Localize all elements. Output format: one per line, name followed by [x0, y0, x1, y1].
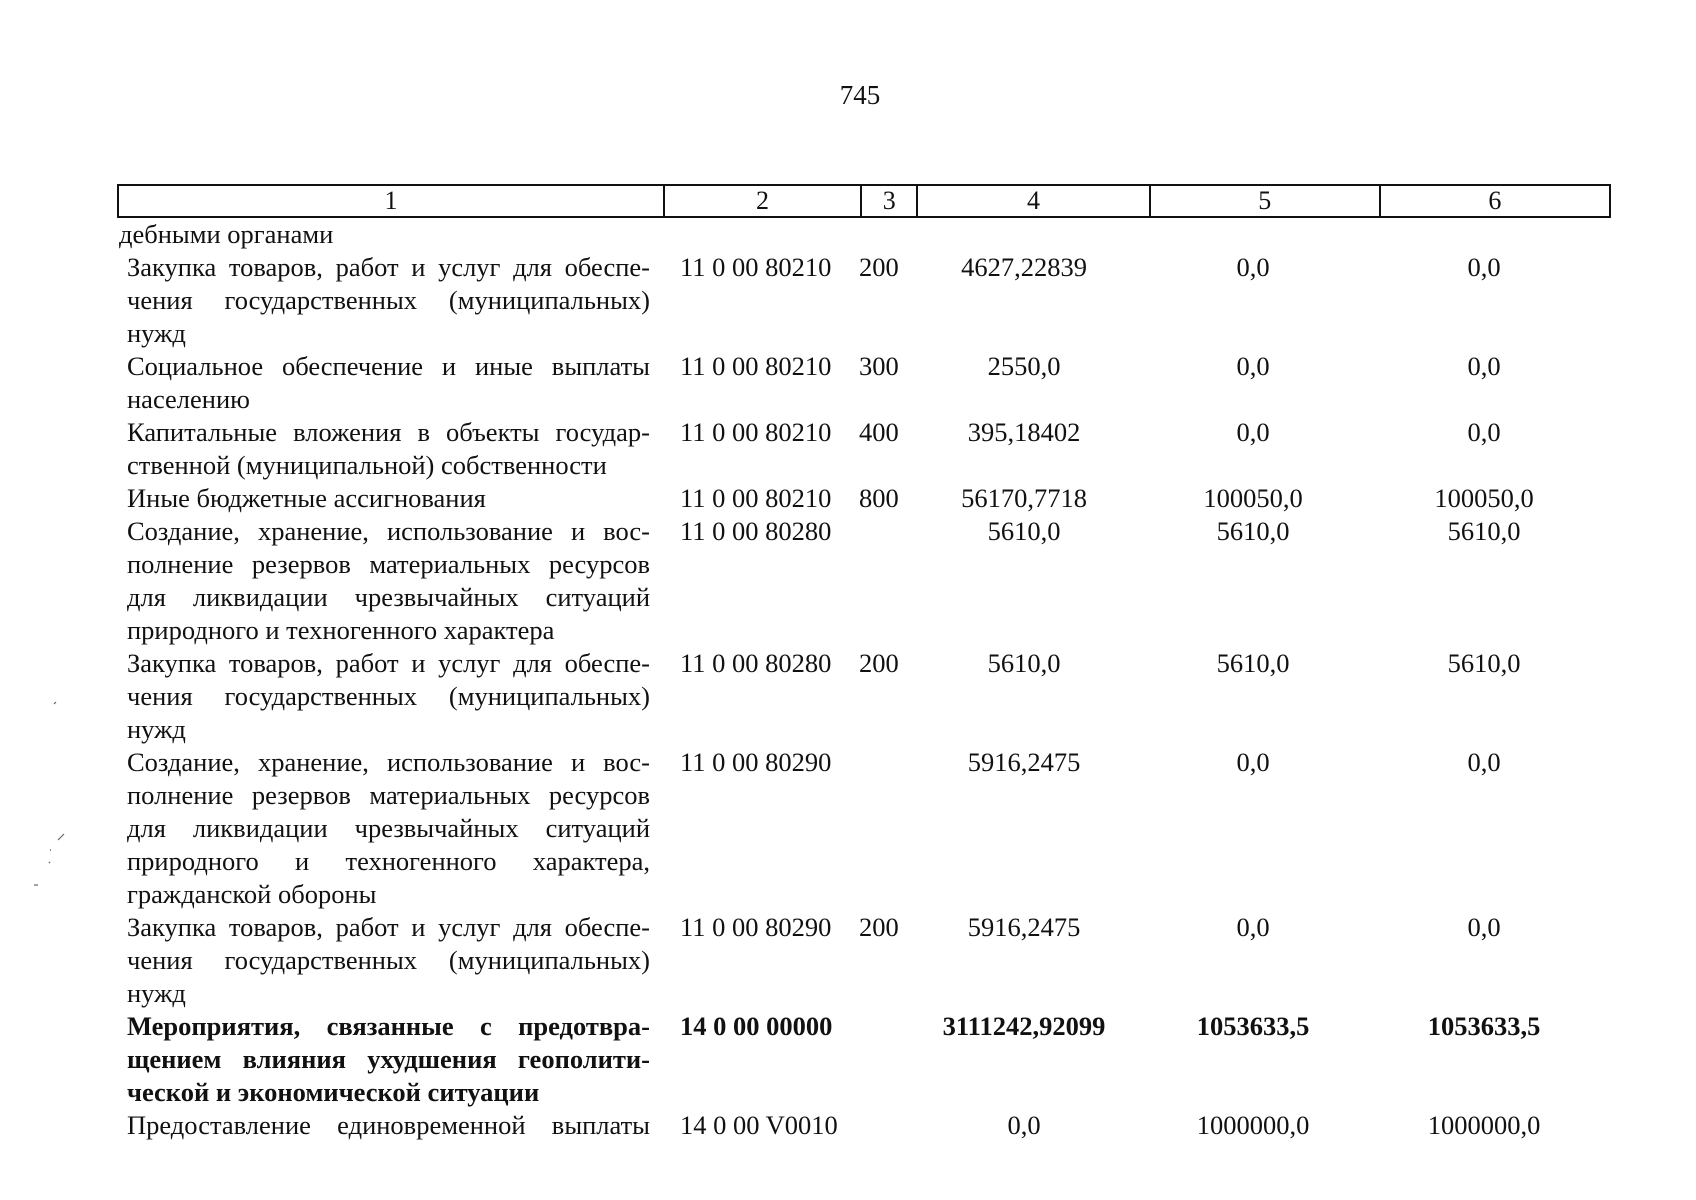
- row-code: 11 0 00 80290: [680, 912, 832, 942]
- row-value-4: 5916,2475: [967, 747, 1081, 777]
- table-row: [117, 911, 1611, 1010]
- header-col-1: 1: [118, 185, 664, 217]
- row-value-6: 0,0: [1467, 351, 1501, 381]
- row-value-6: 0,0: [1467, 912, 1501, 942]
- row-type: 200: [859, 252, 899, 282]
- row-name: Закупка товаров, работ и услуг для обеспечения государственных (муниципальных) нужд: [127, 648, 650, 744]
- row-value-4: 395,18402: [967, 417, 1081, 447]
- row-code: 14 0 00 V0010: [680, 1110, 838, 1140]
- row-value-6: 0,0: [1467, 252, 1501, 282]
- row-value-4: 5916,2475: [967, 912, 1081, 942]
- row-value-6: 1053633,5: [1427, 1011, 1541, 1041]
- row-name: Иные бюджетные ассигнования: [127, 483, 486, 513]
- row-type: 200: [859, 912, 899, 942]
- header-col-3: 3: [861, 185, 918, 217]
- table-row: [117, 482, 1611, 515]
- row-name: Закупка товаров, работ и услуг для обеспечения государственных (муниципальных) нужд: [127, 252, 650, 348]
- table-row: [117, 350, 1611, 416]
- scan-speck-marks: [20, 690, 80, 950]
- row-name: Создание, хранение, использование и восполнение резервов материальных ресурсов для ликвидации чрезвычайных ситуаций природного и техногенного характера: [127, 516, 650, 645]
- row-type: 800: [859, 483, 899, 513]
- row-value-4: 56170,7718: [961, 483, 1087, 513]
- header-col-4: 4: [917, 185, 1149, 217]
- row-value-5: 0,0: [1236, 747, 1270, 777]
- row-value-6: 0,0: [1467, 417, 1501, 447]
- row-code: 11 0 00 80210: [680, 252, 832, 282]
- row-value-6: 0,0: [1467, 747, 1501, 777]
- row-value-6: 5610,0: [1447, 648, 1521, 678]
- row-type: 200: [859, 648, 899, 678]
- table-row: [117, 746, 1611, 911]
- row-code: 11 0 00 80210: [680, 483, 832, 513]
- table-row: [117, 251, 1611, 350]
- row-value-5: 100050,0: [1203, 483, 1303, 513]
- row-value-5: 0,0: [1236, 351, 1270, 381]
- table-row-section: [117, 1010, 1611, 1109]
- header-col-5: 5: [1150, 185, 1380, 217]
- row-name: Мероприятия, связанные с предотвращением влияния ухудшения геополитической и экономической ситуации: [127, 1011, 650, 1107]
- row-name: Создание, хранение, использование и восполнение резервов материальных ресурсов для ликвидации чрезвычайных ситуаций природного и техногенного характера, гражданской обороны: [127, 747, 650, 909]
- row-value-5: 1000000,0: [1196, 1110, 1310, 1140]
- row-value-5: 0,0: [1236, 417, 1270, 447]
- row-value-6: 100050,0: [1434, 483, 1534, 513]
- table-row: [117, 218, 1611, 251]
- row-type: 400: [859, 417, 899, 447]
- row-code: 11 0 00 80210: [680, 351, 832, 381]
- row-value-6: 5610,0: [1447, 516, 1521, 546]
- row-code: 11 0 00 80280: [680, 648, 832, 678]
- row-code: 14 0 00 00000: [680, 1011, 833, 1041]
- row-value-5: 0,0: [1236, 912, 1270, 942]
- table-row: [117, 416, 1611, 482]
- row-code: 11 0 00 80210: [680, 417, 832, 447]
- row-code: 11 0 00 80280: [680, 516, 832, 546]
- row-value-4: 5610,0: [987, 648, 1061, 678]
- table-row: [117, 1109, 1611, 1142]
- row-value-5: 0,0: [1236, 252, 1270, 282]
- row-value-4: 4627,22839: [961, 252, 1087, 282]
- row-name: Закупка товаров, работ и услуг для обеспечения государственных (муниципальных) нужд: [127, 912, 650, 1008]
- row-name: дебными органами: [119, 219, 334, 249]
- row-value-5: 5610,0: [1216, 648, 1290, 678]
- row-value-4: 3111242,92099: [942, 1011, 1106, 1041]
- row-type: 300: [859, 351, 899, 381]
- page-number: 745: [839, 80, 881, 110]
- header-col-6: 6: [1380, 185, 1610, 217]
- row-value-4: 2550,0: [987, 351, 1061, 381]
- table-row: [117, 647, 1611, 746]
- row-value-6: 1000000,0: [1427, 1110, 1541, 1140]
- row-name: Капитальные вложения в объекты государственной (муниципальной) собственности: [127, 417, 650, 480]
- row-code: 11 0 00 80290: [680, 747, 832, 777]
- table-body: [117, 218, 1611, 1142]
- row-value-4: 5610,0: [987, 516, 1061, 546]
- row-value-5: 5610,0: [1216, 516, 1290, 546]
- row-value-5: 1053633,5: [1196, 1011, 1310, 1041]
- row-value-4: 0,0: [1007, 1110, 1041, 1140]
- header-col-2: 2: [664, 185, 861, 217]
- row-name: Предоставление единовременной выплаты: [127, 1110, 650, 1140]
- table-row: [117, 515, 1611, 647]
- row-name: Социальное обеспечение и иные выплаты населению: [127, 351, 650, 414]
- table-header: [117, 184, 1611, 218]
